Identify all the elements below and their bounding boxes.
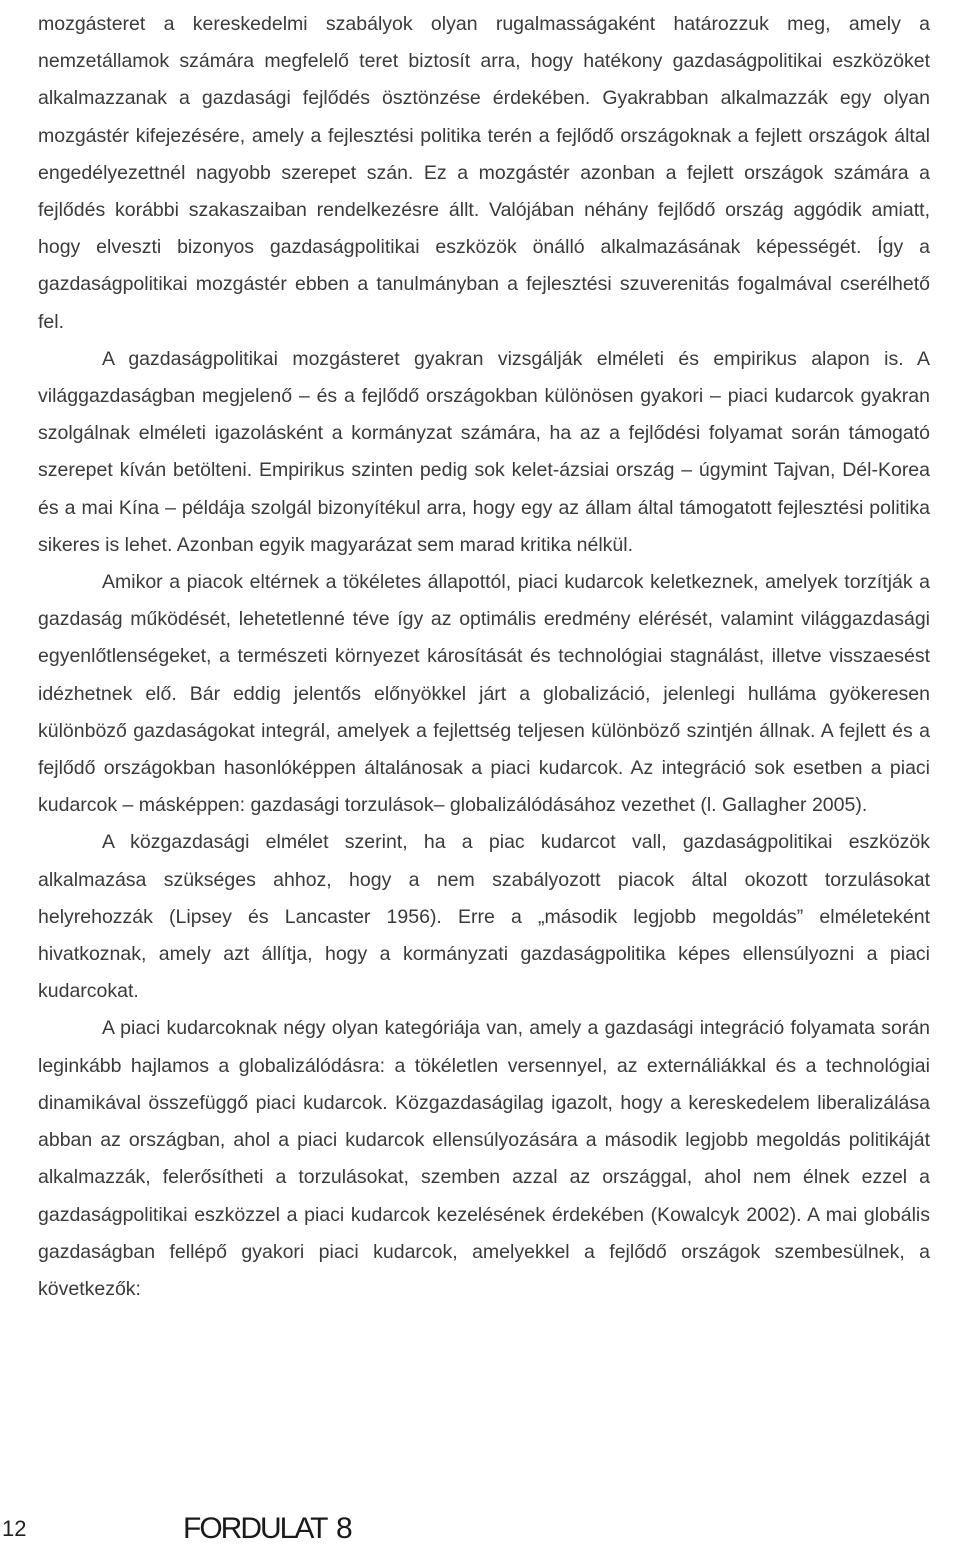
paragraph-1: mozgásteret a kereskedelmi szabályok olyan rugalmasságaként határozzuk meg, amely a nemzetállamok számára megfelelő teret biztosít arra, hogy hatékony gazdaságpolitikai eszközöket alkalmazzanak a gazdasági fejlődés ösztönzése érdekében. Gyakrabban alkalmazzák egy olyan mozgástér kifejezésére, amely a fejlesztési politika terén a fejlődő országoknak a fejlett országok által engedélyezettnél nagyobb szerepet szán. Ez a mozgástér azonban a fejlett országok számára a fejlődés korábbi szakaszaiban rendelkezésre állt. Valójában néhány fejlődő ország aggódik amiatt, hogy elveszti bizonyos gazdaságpolitikai eszközök önálló alkalmazásának képességét. Így a gazdaságpolitikai mozgástér ebben a tanulmányban a fejlesztési szuverenitás fogalmával cserélhető fel. [38,13,930,333]
paragraph-3: Amikor a piacok eltérnek a tökéletes állapottól, piaci kudarcok keletkeznek, amelyek torzítják a gazdaság működését, lehetetlenné téve így az optimális eredmény elérését, valamint világgazdasági egyenlőtlenségeket, a természeti környezet károsítását és technológiai stagnálást, illetve visszaesést idézhetnek elő. Bár eddig jelentős előnyökkel járt a globalizáció, jelenlegi hulláma gyökeresen különböző gazdaságokat integrál, amelyek a fejlettség teljesen különböző szintjén állnak. A fejlett és a fejlődő országokban hasonlóképpen általánosak a piaci kudarcok. Az integráció sok esetben a piaci kudarcok – másképpen: gazdasági torzulások– globalizálódásához vezethet (l. Gallagher 2005). [38,571,930,817]
article-body [38,6,930,1308]
paragraph-2: A gazdaságpolitikai mozgásteret gyakran vizsgálják elméleti és empirikus alapon is. A világgazdaságban megjelenő – és a fejlődő országokban különösen gyakori – piaci kudarcok gyakran szolgálnak elméleti igazolásként a kormányzat számára, ha az a fejlődési folyamat során támogató szerepet kíván betölteni. Empirikus szinten pedig sok kelet-ázsiai ország – úgymint Tajvan, Dél-Korea és a mai Kína – példája szolgál bizonyítékul arra, hogy egy az állam által támogatott fejlesztési politika sikeres is lehet. Azonban egyik magyarázat sem marad kritika nélkül. [38,347,930,556]
journal-name: FORDULAT [183,1512,327,1545]
page-number: 12 [2,1516,27,1541]
paragraph-5: A piaci kudarcoknak négy olyan kategóriája van, amely a gazdasági integráció folyamata során leginkább hajlamos a globalizálódásra: a tökéletlen versennyel, az externáliákkal és a technológiai dinamikával összefüggő piaci kudarcok. Közgazdaságilag igazolt, hogy a kereskedelem liberalizálása abban az országban, ahol a piaci kudarcok ellensúlyozására a második legjobb megoldás politikáját alkalmazzák, felerősítheti a torzulásokat, szemben azzal az országgal, ahol nem élnek ezzel a gazdaságpolitikai eszközzel a piaci kudarcok kezelésének érdekében (Kowalcyk 2002). A mai globális gazdaságban fellépő gyakori piaci kudarcok, amelyekkel a fejlődő országok szembesülnek, a következők: [38,1017,930,1300]
paragraph-4: A közgazdasági elmélet szerint, ha a piac kudarcot vall, gazdaságpolitikai eszközök alkalmazása szükséges ahhoz, hogy a nem szabályozott piacok által okozott torzulásokat helyrehozzák (Lipsey és Lancaster 1956). Erre a „második legjobb megoldás” elméleteként hivatkoznak, amely azt állítja, hogy a kormányzati gazdaságpolitika képes ellensúlyozni a piaci kudarcokat. [38,831,930,1003]
page-footer [0,1512,960,1546]
journal-issue: 8 [336,1512,353,1545]
